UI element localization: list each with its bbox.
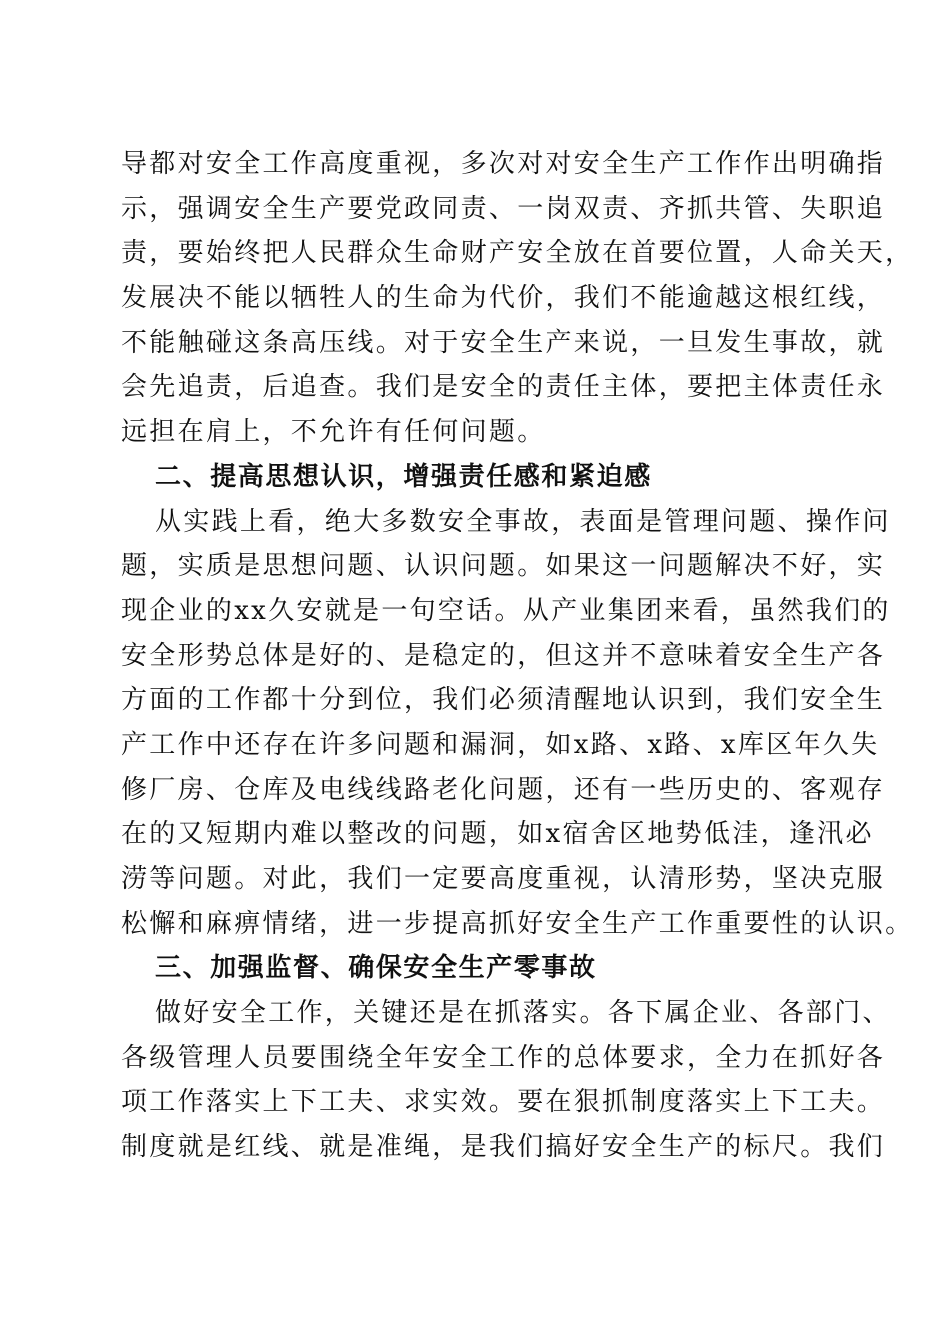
paragraph-line: 题，实质是思想问题、认识问题。如果这一问题解决不好，实 [121,551,886,582]
paragraph-line: 责，要始终把人民群众生命财产安全放在首要位置，人命关天， [121,238,914,269]
paragraph-line: 导都对安全工作高度重视，多次对对安全生产工作作出明确指 [121,149,886,179]
paragraph-line: 安全形势总体是好的、是稳定的，但这并不意味着安全生产各 [121,640,886,671]
section-heading-2: 二、提高思想认识，增强责任感和紧迫感 [155,461,652,492]
paragraph-line: 产工作中还存在许多问题和漏洞，如x路、x路、x库区年久失 [121,729,880,760]
paragraph-line: 做好安全工作，关键还是在抓落实。各下属企业、各部门、 [155,998,891,1029]
paragraph-line: 松懈和麻痹情绪，进一步提高抓好安全生产工作重要性的认识。 [121,908,914,939]
paragraph-line: 项工作落实上下工夫、求实效。要在狠抓制度落实上下工夫。 [121,1087,886,1118]
paragraph-line: 现企业的xx久安就是一句空话。从产业集团来看，虽然我们的 [121,595,891,626]
document-body [121,142,914,1170]
section-heading-3: 三、加强监督、确保安全生产零事故 [155,953,597,984]
paragraph-line: 会先追责，后追查。我们是安全的责任主体，要把主体责任永 [121,372,886,403]
paragraph-line: 修厂房、仓库及电线线路老化问题，还有一些历史的、客观存 [121,774,886,805]
paragraph-supervision [121,991,891,1170]
paragraph-line: 从实践上看，绝大多数安全事故，表面是管理问题、操作问 [155,506,891,537]
paragraph-line: 远担在肩上，不允许有任何问题。 [121,417,546,448]
paragraph-line: 在的又短期内难以整改的问题，如x宿舍区地势低洼，逢汛必 [121,819,874,850]
paragraph-line: 不能触碰这条高压线。对于安全生产来说，一旦发生事故，就 [121,327,886,358]
paragraph-line: 示，强调安全生产要党政同责、一岗双责、齐抓共管、失职追 [121,193,886,224]
paragraph-line: 发展决不能以牺牲人的生命为代价，我们不能逾越这根红线， [121,283,886,314]
paragraph-line: 涝等问题。对此，我们一定要高度重视，认清形势，坚决克服 [121,864,886,894]
paragraph-responsibility [121,142,914,455]
paragraph-line: 制度就是红线、就是准绳，是我们搞好安全生产的标尺。我们 [121,1132,886,1163]
paragraph-awareness [121,500,914,947]
paragraph-line: 方面的工作都十分到位，我们必须清醒地认识到，我们安全生 [121,685,886,716]
paragraph-line: 各级管理人员要围绕全年安全工作的总体要求，全力在抓好各 [121,1042,886,1073]
